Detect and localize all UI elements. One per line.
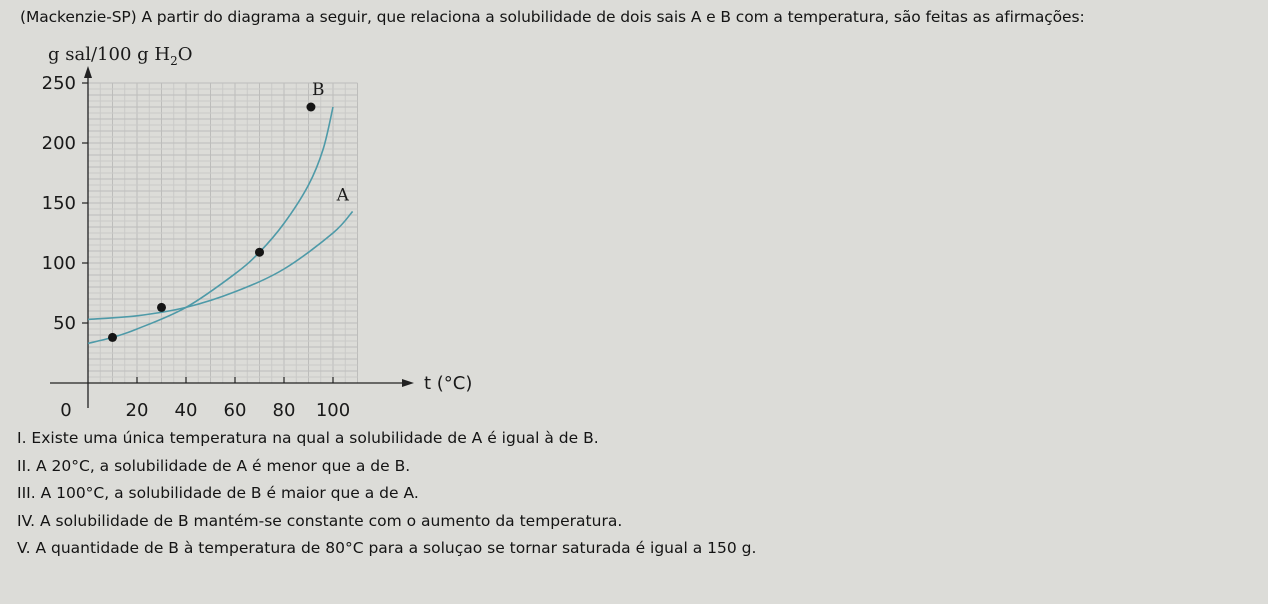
x-tick-label: 100 [315, 400, 351, 421]
x-tick-label: 60 [223, 400, 247, 421]
data-point [157, 303, 166, 312]
y-tick-label: 200 [41, 133, 76, 154]
data-point [108, 333, 117, 342]
chart-grid [88, 83, 358, 383]
data-point [255, 248, 264, 257]
y-tick-label: 50 [53, 313, 76, 334]
x-tick-label: 0 [60, 400, 72, 421]
y-tick-label: 100 [41, 253, 76, 274]
x-tick-label: 40 [174, 400, 198, 421]
x-axis-arrow-icon [402, 379, 414, 387]
y-axis-label: g sal/100 g $H_2O$ [48, 44, 193, 68]
question-text: (Mackenzie-SP) A partir do diagrama a seguir, que relaciona a solubilidade de dois sais A e B com a temperatura, são feitas as afirmações: [20, 8, 1085, 26]
statement-3: III. A 100°C, a solubilidade de B é maior que a de A. [17, 484, 419, 502]
series-line-a [88, 211, 353, 319]
y-axis-arrow-icon [84, 66, 92, 78]
data-point [306, 103, 315, 112]
curve-label-b: B [312, 80, 325, 100]
x-axis-label: t (°C) [424, 373, 473, 394]
y-tick-label: 150 [41, 193, 76, 214]
x-tick-label: 80 [272, 400, 296, 421]
statement-2: II. A 20°C, a solubilidade de A é menor que a de B. [17, 456, 411, 475]
statements-list [17, 429, 756, 567]
x-tick-label: 20 [125, 400, 149, 421]
chart-axes [50, 66, 414, 408]
solubility-chart [0, 36, 520, 426]
y-tick-label: 250 [41, 73, 76, 94]
statement-5: V. A quantidade de B à temperatura de 80°C para a soluçao se tornar saturada é igual a 150 g. [17, 539, 757, 557]
curve-label-a: A [336, 185, 349, 206]
statement-1: I. Existe uma única temperatura na qual a solubilidade de A é igual à de B. [17, 429, 599, 447]
statement-4: IV. A solubilidade de B mantém-se constante com o aumento da temperatura. [17, 511, 623, 530]
chart-series [88, 107, 353, 343]
